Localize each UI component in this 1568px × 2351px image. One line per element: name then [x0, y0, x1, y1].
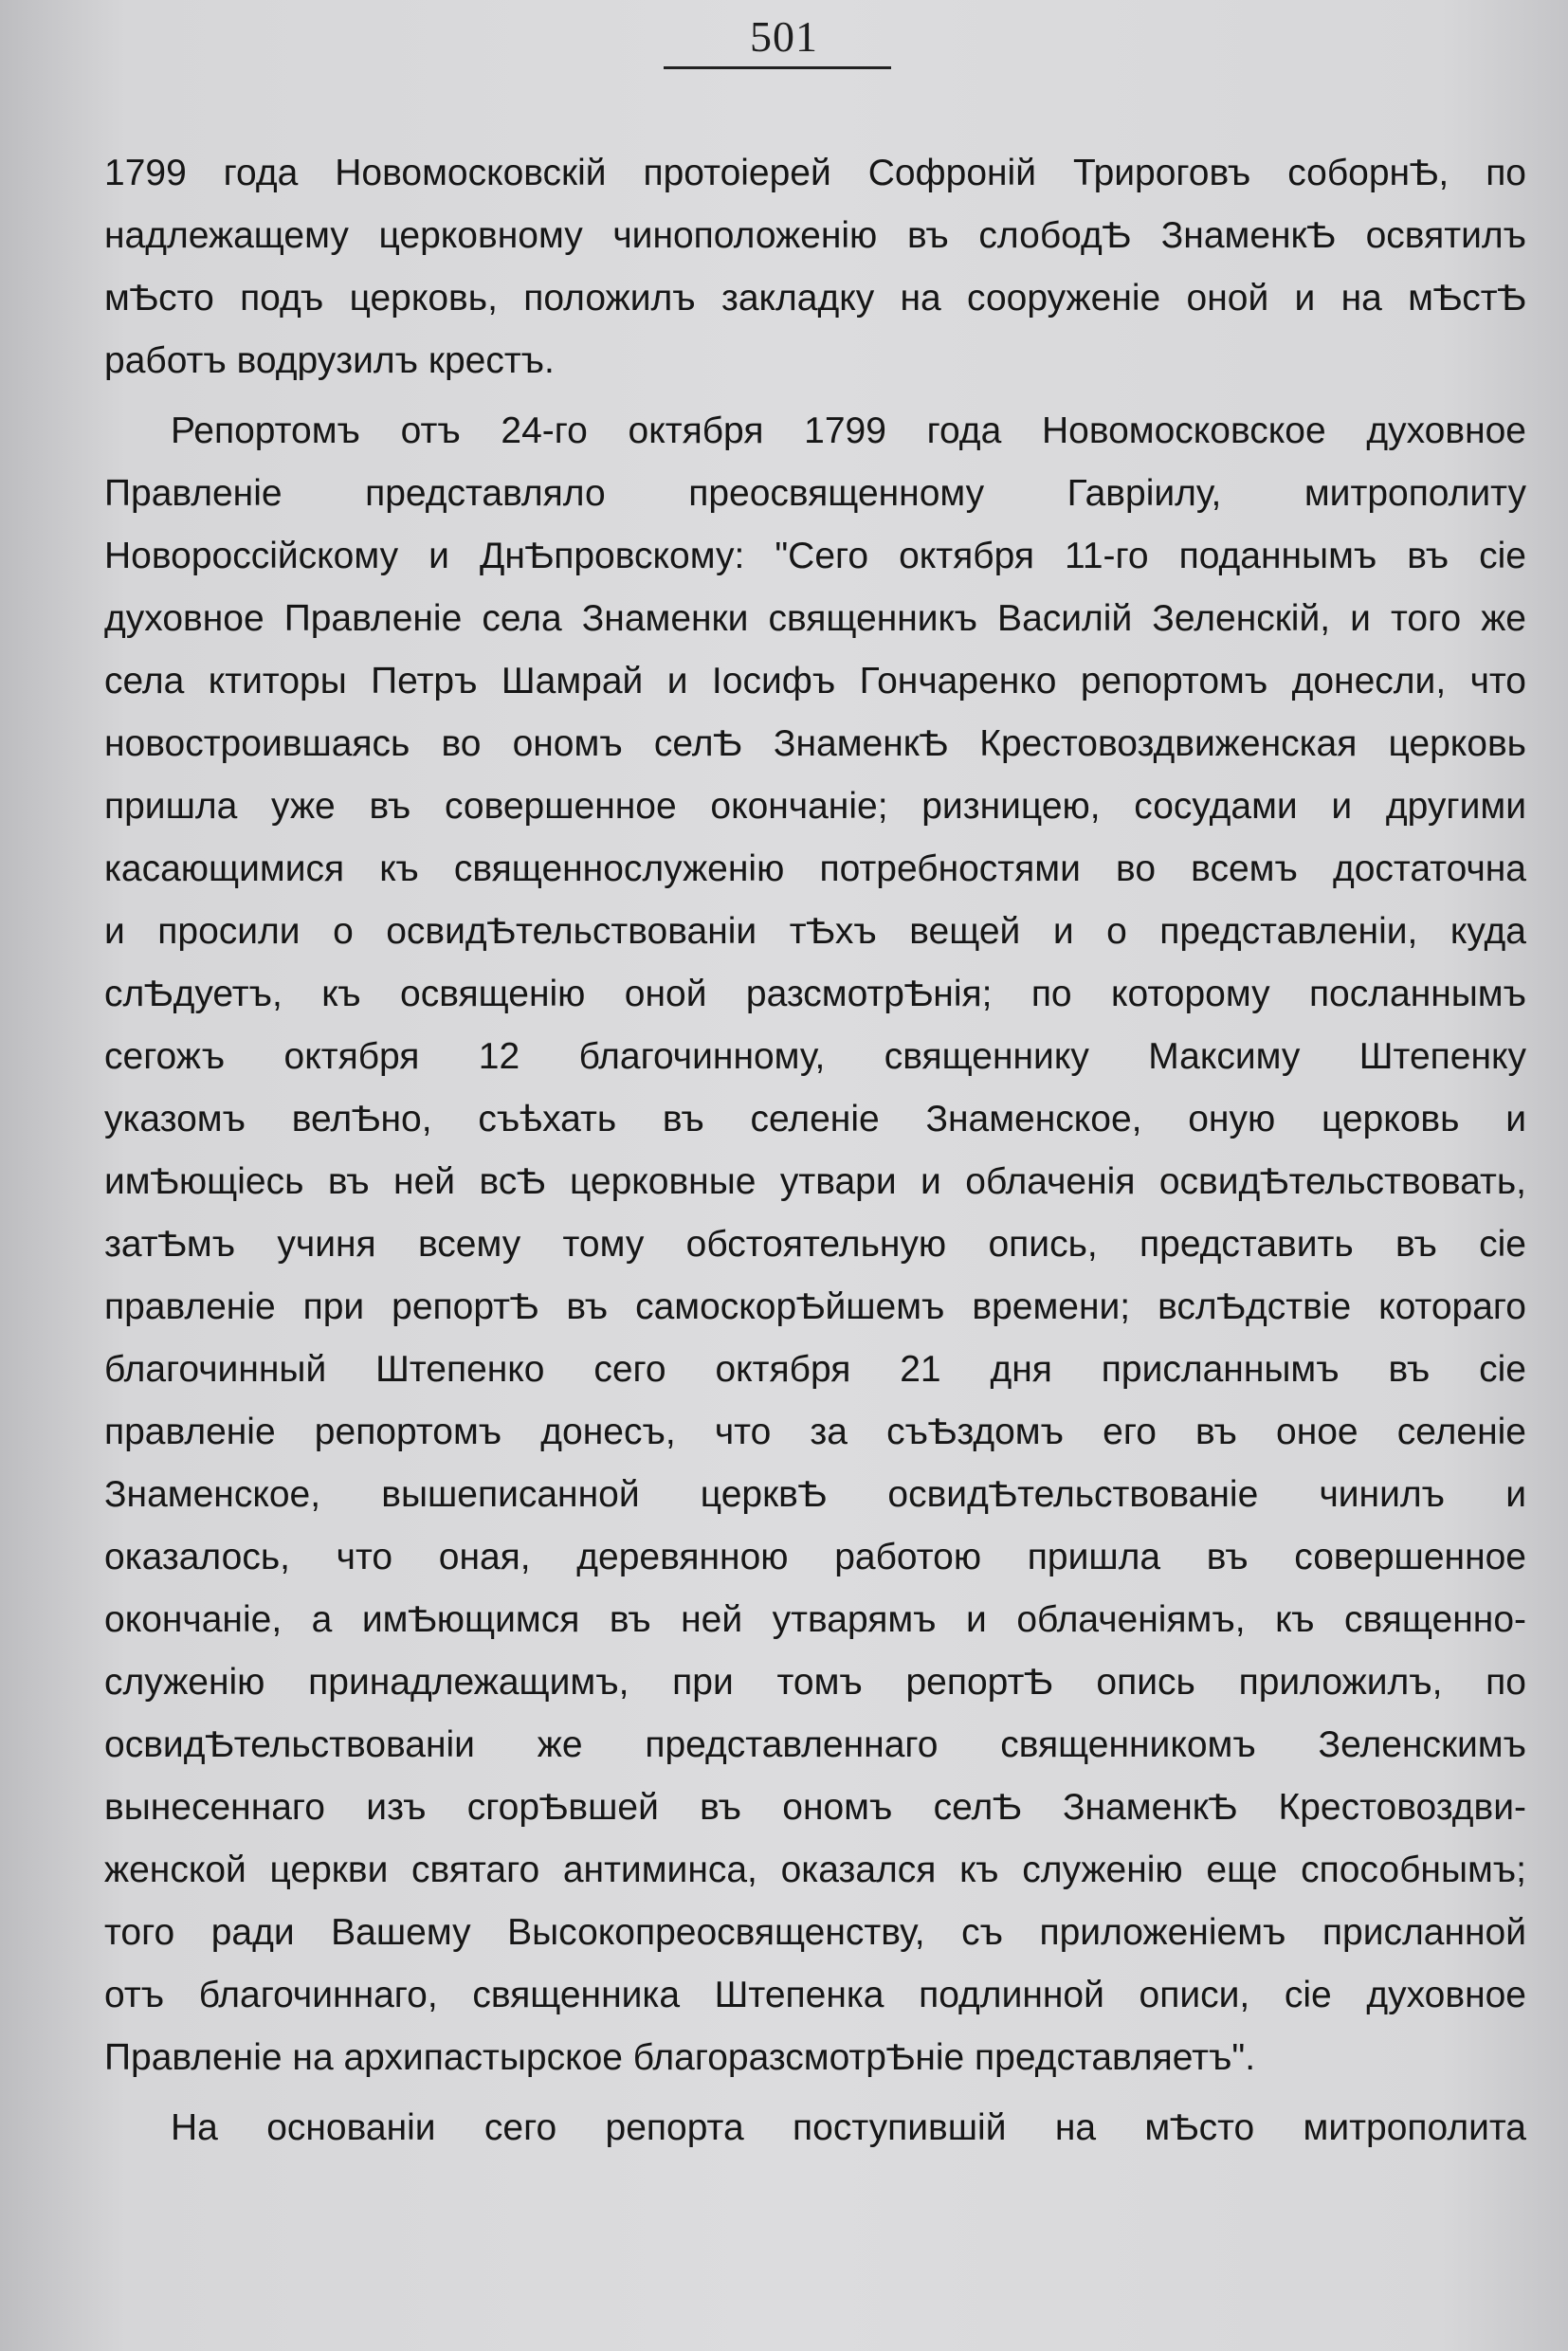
text-line: надлежащему церковному чиноположенiю въ слободѢ ЗнаменкѢ освятилъ [104, 215, 1526, 256]
text-line: мѢсто подъ церковь, положилъ закладку на сооруженiе оной и на мѢстѢ [104, 278, 1526, 319]
text-line: Правленiе представляло преосвященному Гаврiилу, митрополиту [104, 473, 1526, 514]
text-line: касающимися къ священнослуженiю потребностями во всемъ достаточна [104, 848, 1526, 889]
text-line: пришла уже въ совершенное окончанiе; ризницею, сосудами и другими [104, 786, 1526, 827]
text-line: того ради Вашему Высокопреосвященству, съ приложенiемъ присланной [104, 1912, 1526, 1953]
text-line: правленiе репортомъ донесъ, что за съѢздомъ его въ оное селенiе [104, 1412, 1526, 1452]
text-line: На основанiи сего репорта поступившiй на мѢсто митрополита [171, 2107, 1526, 2148]
text-line: вынесеннаго изъ сгорѢвшей въ ономъ селѢ ЗнаменкѢ Крестовоздви- [104, 1787, 1526, 1828]
text-line: сегожъ октября 12 благочинному, священнику Максиму Штепенку [104, 1036, 1526, 1077]
text-line: Репортомъ отъ 24-го октября 1799 года Новомосковское духовное [171, 410, 1526, 451]
text-line: 1799 года Новомосковскiй протоiерей Софронiй Трироговъ соборнѢ, по [104, 153, 1526, 193]
text-line: благочинный Штепенко сего октября 21 дня присланнымъ въ сiе [104, 1349, 1526, 1390]
text-line: правленiе при репортѢ въ самоскорѢйшемъ времени; вслѢдствiе котораго [104, 1286, 1526, 1327]
text-line: новостроившаясь во ономъ селѢ ЗнаменкѢ Крестовоздвиженская церковь [104, 723, 1526, 764]
text-line: Новороссiйскому и ДнѢпровскому: "Сего октября 11-го поданнымъ въ сiе [104, 536, 1526, 576]
text-line: села ктиторы Петръ Шамрай и Iосифъ Гончаренко репортомъ донесли, что [104, 661, 1526, 702]
text-line: и просили о освидѢтельствованiи тѢхъ вещей и о представленiи, куда [104, 911, 1526, 952]
text-line: затѢмъ учиня всему тому обстоятельную опись, представить въ сiе [104, 1224, 1526, 1265]
body-text [104, 142, 1526, 2160]
text-line: служенiю принадлежащимъ, при томъ репортѢ опись приложилъ, по [104, 1662, 1526, 1703]
text-line: окончанiе, а имѢющимся въ ней утварямъ и облаченiямъ, къ священно- [104, 1599, 1526, 1640]
text-line: освидѢтельствованiи же представленнаго священникомъ Зеленскимъ [104, 1724, 1526, 1765]
text-line: Знаменское, вышеписанной церквѢ освидѢтельствованiе чинилъ и [104, 1474, 1526, 1515]
text-line: имѢющiесь въ ней всѢ церковные утвари и облаченiя освидѢтельствовать, [104, 1161, 1526, 1202]
text-line: Правленiе на архипастырское благоразсмотрѢнiе представляетъ". [104, 2037, 1256, 2078]
page-number-rule [664, 66, 891, 69]
text-line: духовное Правленiе села Знаменки священникъ Василiй Зеленскiй, и того же [104, 598, 1526, 639]
text-line: работъ водрузилъ крестъ. [104, 340, 555, 381]
text-line: отъ благочиннаго, священника Штепенка подлинной описи, сiе духовное [104, 1975, 1526, 2015]
page-number: 501 [750, 12, 818, 61]
text-line: слѢдуетъ, къ освященiю оной разсмотрѢнiя; по которому посланнымъ [104, 974, 1526, 1014]
text-line: указомъ велѢно, съѣхать въ селенiе Знаменское, оную церковь и [104, 1099, 1526, 1139]
text-line: оказалось, что оная, деревянною работою пришла въ совершенное [104, 1537, 1526, 1577]
text-line: женской церкви святаго антиминса, оказался къ служенiю еще способнымъ; [104, 1850, 1526, 1890]
